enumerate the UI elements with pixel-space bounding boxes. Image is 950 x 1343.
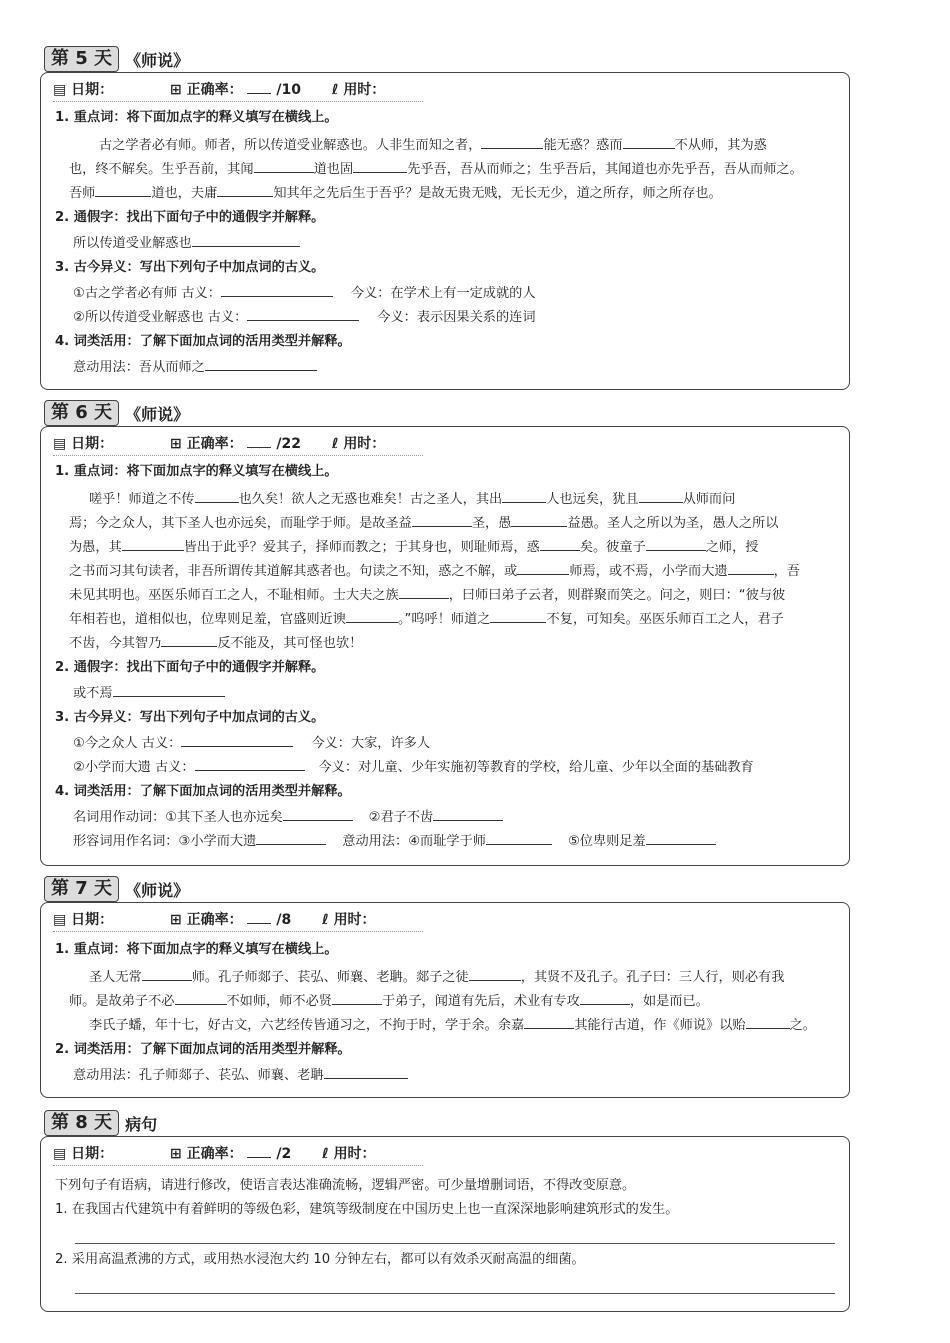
text: 矣。彼童子 — [579, 540, 646, 555]
text: 未见其明也。巫医乐师百工之人，不耻相师。士大夫之族 — [69, 588, 399, 603]
text: ①古之学者必有师 古义： — [73, 286, 221, 301]
text: 今义：对儿童、少年实施初等教育的学校，给儿童、少年以全面的基础教育 — [318, 760, 754, 775]
text: 师焉，或不焉，小学而大遗 — [569, 564, 728, 579]
answer-blank[interactable] — [646, 537, 706, 551]
calendar-icon: ▤ — [53, 1146, 67, 1162]
text: 其能行古道，作《师说》以贻 — [574, 1018, 746, 1033]
text: 为愚，其 — [69, 540, 122, 555]
text: 或不焉 — [73, 686, 113, 701]
text: 形容词用作名词：③小学而大遗 — [73, 834, 257, 849]
day5-tag — [44, 46, 189, 72]
text: 师。是故弟子不必 — [69, 994, 175, 1009]
text: 也久矣！欲人之无惑也难矣！古之圣人，其出 — [238, 492, 503, 507]
day6-tag — [44, 400, 189, 426]
day6-l1 — [89, 489, 735, 509]
day6-meta — [53, 433, 423, 456]
grid-icon: ⊞ — [169, 912, 182, 928]
answer-blank[interactable] — [113, 683, 225, 697]
answer-blank[interactable] — [256, 831, 326, 845]
day8-book: 病句 — [125, 1114, 158, 1134]
day5-p2 — [69, 159, 803, 179]
text: ②君子不齿 — [368, 810, 434, 825]
time-label: 用时： — [343, 82, 386, 98]
text: 所以传道受业解惑也 — [73, 236, 192, 251]
day5-q1: 1. 重点词：将下面加点字的释义填写在横线上。 — [55, 110, 338, 125]
accuracy-total: /10 — [276, 82, 301, 98]
answer-blank[interactable] — [490, 609, 546, 623]
day6-card — [40, 426, 850, 866]
date-label: 日期： — [71, 1146, 114, 1162]
answer-blank[interactable] — [524, 1015, 574, 1029]
text: 之。 — [789, 1018, 816, 1033]
answer-blank[interactable] — [142, 967, 192, 981]
accuracy-label: 正确率： — [186, 436, 243, 452]
answer-blank[interactable] — [646, 831, 716, 845]
text: ，曰师曰弟子云者，则群聚而笑之。问之，则曰：“彼与彼 — [448, 588, 786, 603]
text: 不复，可知矣。巫医乐师百工之人，君子 — [546, 612, 784, 627]
text: 不齿，今其智乃 — [69, 636, 162, 651]
day5-s3a — [73, 283, 536, 303]
day5-book: 《师说》 — [125, 50, 190, 70]
answer-blank[interactable] — [511, 513, 567, 527]
text: 今义：大家，许多人 — [311, 736, 431, 751]
text: 。”呜呼！师道之 — [397, 612, 491, 627]
day7-q1: 1. 重点词：将下面加点字的释义填写在横线上。 — [55, 942, 338, 957]
answer-blank[interactable] — [283, 807, 353, 821]
text: 吾师 — [69, 186, 96, 201]
text: 今义：表示因果关系的连词 — [377, 310, 536, 325]
accuracy-input[interactable] — [247, 1144, 271, 1158]
text: 圣，愚 — [471, 516, 512, 531]
day5-q3: 3. 古今异义：写出下列句子中加点词的古义。 — [55, 260, 325, 275]
pen-icon: ℓ — [322, 912, 329, 928]
text: 之师，授 — [705, 540, 759, 555]
answer-blank[interactable] — [324, 1065, 408, 1079]
text: ，如是而已。 — [629, 994, 709, 1009]
text: 反不能及，其可怪也欤！ — [217, 636, 363, 651]
day6-s4-row2 — [73, 831, 716, 851]
answer-blank[interactable] — [95, 183, 151, 197]
answer-blank[interactable] — [221, 283, 333, 297]
day5-p1 — [99, 135, 767, 155]
day6-s2 — [73, 683, 225, 703]
text: 道也，夫庸 — [151, 186, 218, 201]
day8-intro: 下列句子有语病，请进行修改，使语言表达准确流畅，逻辑严密。可少量增删词语，不得改变原意。 — [55, 1178, 636, 1193]
answer-blank[interactable] — [175, 991, 227, 1005]
answer-blank[interactable] — [161, 633, 217, 647]
day5-q4: 4. 词类活用：了解下面加点词的活用类型并解释。 — [55, 334, 351, 349]
answer-blank[interactable] — [412, 513, 472, 527]
text: 先乎吾，吾从而师之；生乎吾后，其闻道也亦先乎吾，吾从而师之。 — [407, 162, 803, 177]
answer-blank[interactable] — [486, 831, 552, 845]
answer-blank[interactable] — [195, 757, 305, 771]
answer-blank[interactable] — [623, 135, 675, 149]
text: ①今之众人 古义： — [73, 736, 182, 751]
day6-label: 第 6 天 — [44, 400, 119, 426]
text: ，吾 — [773, 564, 800, 579]
text: 能无惑？惑而 — [543, 138, 623, 153]
text: 意动用法：孔子师郯子、苌弘、师襄、老聃 — [73, 1068, 324, 1083]
day7-l3 — [89, 1015, 816, 1035]
time-label: 用时： — [333, 912, 376, 928]
day5-label: 第 5 天 — [44, 46, 119, 72]
text: 也，终不解矣。生乎吾前，其闻 — [69, 162, 254, 177]
accuracy-input[interactable] — [247, 434, 271, 448]
answer-blank[interactable] — [639, 489, 683, 503]
day7-l1 — [89, 967, 784, 987]
day7-q2: 2. 词类活用：了解下面加点词的活用类型并解释。 — [55, 1042, 351, 1057]
answer-blank[interactable] — [254, 159, 314, 173]
text: 年相若也，道相似也，位卑则足羞，官盛则近谀 — [69, 612, 346, 627]
day6-q2: 2. 通假字：找出下面句子中的通假字并解释。 — [55, 660, 325, 675]
accuracy-label: 正确率： — [186, 912, 243, 928]
day7-meta — [53, 909, 423, 932]
day7-tag — [44, 876, 189, 902]
text: ，其贤不及孔子。孔子曰：三人行，则必有我 — [520, 970, 785, 985]
day5-q2: 2. 通假字：找出下面句子中的通假字并解释。 — [55, 210, 325, 225]
answer-blank[interactable] — [353, 159, 407, 173]
answer-blank[interactable] — [746, 1015, 790, 1029]
text: ②所以传道受业解惑也 古义： — [73, 310, 248, 325]
day6-l6 — [69, 609, 784, 629]
answer-blank[interactable] — [481, 135, 543, 149]
text: 焉；今之众人，其下圣人也亦远矣，而耻学于师。是故圣益 — [69, 516, 412, 531]
text: 嗟乎！师道之不传 — [89, 492, 195, 507]
answer-blank[interactable] — [247, 307, 359, 321]
answer-blank[interactable] — [433, 807, 503, 821]
day5-s2 — [73, 233, 300, 253]
day6-book: 《师说》 — [125, 404, 190, 424]
accuracy-total: /22 — [276, 436, 301, 452]
day8-q1: 1. 在我国古代建筑中有着鲜明的等级色彩，建筑等级制度在中国历史上也一直深深地影响建筑形式的发生。 — [55, 1202, 679, 1217]
day8-q2: 2. 采用高温煮沸的方式，或用热水浸泡大约 10 分钟左右，都可以有效杀灭耐高温的细菌。 — [55, 1252, 585, 1267]
answer-blank[interactable] — [346, 609, 398, 623]
day5-s4 — [73, 357, 317, 377]
day6-s3b — [73, 757, 754, 777]
text: 皆出于此乎？爱其子，择师而教之；于其身也，则耻师焉，惑 — [183, 540, 540, 555]
text: 师。孔子师郯子、苌弘、师襄、老聃。郯子之徒 — [191, 970, 469, 985]
grid-icon: ⊞ — [169, 82, 182, 98]
answer-blank[interactable] — [205, 357, 317, 371]
day5-meta — [53, 79, 423, 102]
date-label: 日期： — [71, 82, 114, 98]
day8-label: 第 8 天 — [44, 1110, 119, 1136]
day8-q2-answer-line[interactable] — [75, 1293, 835, 1294]
pen-icon: ℓ — [331, 82, 339, 98]
pen-icon: ℓ — [331, 436, 339, 452]
accuracy-label: 正确率： — [186, 1146, 243, 1162]
day8-card — [40, 1136, 850, 1312]
text: 人也远矣，犹且 — [546, 492, 639, 507]
text: 道也固 — [313, 162, 354, 177]
day7-book: 《师说》 — [125, 880, 190, 900]
text: 圣人无常 — [89, 970, 142, 985]
day6-q1: 1. 重点词：将下面加点字的释义填写在横线上。 — [55, 464, 338, 479]
answer-blank[interactable] — [540, 537, 580, 551]
text: 古之学者必有师。师者，所以传道受业解惑也。人非生而知之者， — [99, 138, 482, 153]
date-label: 日期： — [71, 436, 114, 452]
answer-blank[interactable] — [502, 489, 546, 503]
answer-blank[interactable] — [580, 991, 630, 1005]
accuracy-input[interactable] — [247, 910, 271, 924]
answer-blank[interactable] — [181, 733, 293, 747]
grid-icon: ⊞ — [169, 1146, 182, 1162]
text: 知其年之先后生于吾乎？是故无贵无贱，无长无少，道之所存，师之所存也。 — [273, 186, 722, 201]
day6-l2 — [69, 513, 778, 533]
text: 从师而问 — [682, 492, 736, 507]
day7-card — [40, 902, 850, 1098]
answer-blank[interactable] — [195, 489, 239, 503]
calendar-icon: ▤ — [53, 82, 67, 98]
day7-label: 第 7 天 — [44, 876, 119, 902]
accuracy-total: /8 — [276, 912, 292, 928]
answer-blank[interactable] — [192, 233, 300, 247]
grid-icon: ⊞ — [169, 436, 182, 452]
day7-s2 — [73, 1065, 408, 1085]
time-label: 用时： — [333, 1146, 376, 1162]
accuracy-input[interactable] — [247, 80, 271, 94]
answer-blank[interactable] — [122, 537, 184, 551]
day6-q3: 3. 古今异义：写出下列句子中加点词的古义。 — [55, 710, 325, 725]
text: 李氏子蟠，年十七，好古文，六艺经传皆通习之，不拘于时，学于余。余嘉 — [89, 1018, 525, 1033]
text: ⑤位卑则足羞 — [567, 834, 646, 849]
text: 之书而习其句读者，非吾所谓传其道解其惑者也。句读之不知，惑之不解，或 — [69, 564, 518, 579]
time-label: 用时： — [343, 436, 386, 452]
answer-blank[interactable] — [517, 561, 569, 575]
day6-l7 — [69, 633, 362, 653]
day6-l5 — [69, 585, 785, 605]
text: 今义：在学术上有一定成就的人 — [350, 286, 536, 301]
text: 不从师，其为惑 — [674, 138, 767, 153]
text: 益愚。圣人之所以为圣，愚人之所以 — [567, 516, 779, 531]
day6-l3 — [69, 537, 759, 557]
day8-q1-answer-line[interactable] — [75, 1243, 835, 1244]
day5-card — [40, 72, 850, 390]
text: 意动用法：吾从而师之 — [73, 360, 205, 375]
calendar-icon: ▤ — [53, 436, 67, 452]
answer-blank[interactable] — [469, 967, 521, 981]
text: 于弟子，闻道有先后，术业有专攻 — [382, 994, 580, 1009]
day8-meta — [53, 1143, 423, 1166]
calendar-icon: ▤ — [53, 912, 67, 928]
date-label: 日期： — [71, 912, 114, 928]
day6-q4: 4. 词类活用：了解下面加点词的活用类型并解释。 — [55, 784, 351, 799]
day6-s4-row1 — [73, 807, 503, 827]
day5-p3 — [69, 183, 722, 203]
day6-l4 — [69, 561, 800, 581]
day5-s3b — [73, 307, 536, 327]
text: ②小学而大遗 古义： — [73, 760, 195, 775]
text: 不如师，师不必贤 — [226, 994, 332, 1009]
answer-blank[interactable] — [217, 183, 273, 197]
pen-icon: ℓ — [322, 1146, 329, 1162]
text: 名词用作动词：①其下圣人也亦远矣 — [73, 810, 283, 825]
day6-s3a — [73, 733, 430, 753]
day7-l2 — [69, 991, 709, 1011]
accuracy-total: /2 — [276, 1146, 292, 1162]
text: 意动用法：④而耻学于师 — [342, 834, 486, 849]
answer-blank[interactable] — [332, 991, 382, 1005]
answer-blank[interactable] — [399, 585, 449, 599]
day8-tag — [44, 1110, 157, 1136]
accuracy-label: 正确率： — [186, 82, 243, 98]
answer-blank[interactable] — [728, 561, 774, 575]
